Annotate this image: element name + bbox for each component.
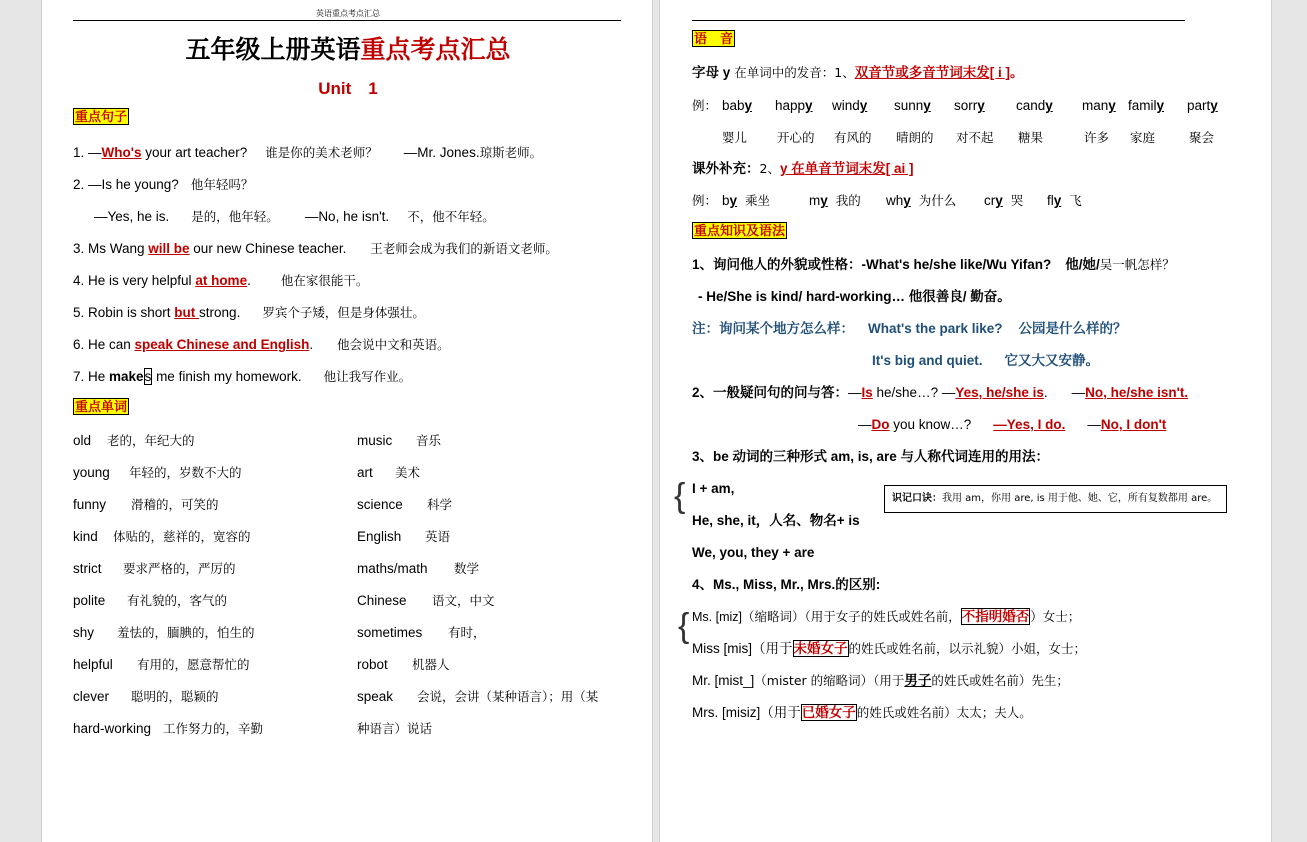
word-en: sometimes: [357, 625, 423, 640]
example-word-cn: 糖果: [1018, 130, 1044, 145]
word-cn: 英语: [425, 529, 451, 544]
example-word-cn: 为什么: [918, 193, 957, 208]
page-header: 英语重点考点汇总: [316, 9, 380, 18]
example-word: [809, 193, 861, 209]
title-black: 五年级上册英语: [185, 36, 361, 64]
example-word-stem: sorr: [954, 98, 978, 113]
sentence-4: 4. He is very helpful at home. 他在家很能干。: [73, 273, 369, 288]
sentence-2-answers: —Yes, he is. 是的，他年轻。 —No, he isn't. 不，他不年轻。: [94, 209, 495, 224]
header-rule: [73, 20, 621, 21]
example-word-cn: 开心的: [777, 130, 815, 145]
word-en: clever: [73, 689, 110, 704]
example-word-cn: 对不起: [956, 130, 994, 145]
grammar-2-do: —Do you know…? —Yes, I do. —No, I don't: [858, 417, 1167, 432]
word-cn: 音乐: [416, 433, 442, 448]
example-word-y: y: [805, 98, 813, 113]
example-word: [984, 193, 1023, 209]
sentence-3: 3. Ms Wang will be our new Chinese teacher. 王老师会成为我们的新语文老师。: [73, 241, 558, 256]
word-cn: 种语言）说话: [357, 721, 433, 736]
title-miss: Miss [mis]（用于未婚女子的姓氏或姓名前，以示礼貌）小姐，女士；: [692, 641, 1087, 656]
example-word: [886, 193, 956, 209]
word-en: music: [357, 433, 393, 448]
example-word-cn: 聚会: [1189, 130, 1215, 145]
grammar-4: 4、Ms., Miss, Mr., Mrs.的区别:: [692, 577, 881, 592]
word-cn: 有礼貌的，客气的: [127, 593, 228, 608]
word-cn: 语文，中文: [432, 593, 495, 608]
bracket-titles: {: [678, 607, 690, 645]
section-heading-grammar: 重点知识及语法: [694, 223, 786, 238]
example-word-stem: part: [1187, 98, 1211, 113]
sentence-1: 1. —Who's your art teacher? 谁是你的美术老师？ —Mr. Jones.琼斯老师。: [73, 145, 543, 160]
example-word: [1016, 98, 1053, 114]
example-word-stem: famil: [1128, 98, 1157, 113]
word-en: young: [73, 465, 110, 480]
right-page: [659, 0, 1272, 842]
grammar-note-1: 注：询问某个地方怎么样： What's the park like? 公园是什么样的？: [692, 321, 1127, 336]
example-word-y: y: [1210, 98, 1218, 113]
sentence-5: 5. Robin is short but strong. 罗宾个子矮，但是身体强壮。: [73, 305, 425, 320]
example-word-y: y: [820, 193, 828, 208]
example-label-2: 例：: [692, 193, 718, 208]
unit-heading: Unit 1: [318, 79, 378, 98]
word-en: science: [357, 497, 403, 512]
word-cn: 科学: [427, 497, 453, 512]
word-en: old: [73, 433, 92, 448]
example-word-stem: man: [1082, 98, 1109, 113]
word-en: speak: [357, 689, 394, 704]
example-word: [722, 193, 770, 209]
example-word-y: y: [903, 193, 911, 208]
example-word: [1187, 98, 1218, 114]
example-word-stem: cand: [1016, 98, 1046, 113]
example-word: [954, 98, 985, 114]
example-word-y: y: [1053, 193, 1062, 208]
mnemonic-box: 识记口诀：我用 am，你用 are, is 用于他、她、它，所有复数都用 are。: [884, 485, 1227, 513]
example-word: [1082, 98, 1116, 114]
example-word-cn: 许多: [1084, 130, 1110, 145]
word-cn: 滑稽的，可笑的: [131, 497, 219, 512]
word-cn: 有时，: [448, 625, 486, 640]
word-en: shy: [73, 625, 95, 640]
example-word-stem: m: [809, 193, 821, 208]
example-word: [1128, 98, 1164, 114]
sentence-7: 7. He makes me finish my homework. 他让我写作业。: [73, 369, 412, 384]
example-word-y: y: [1045, 98, 1053, 113]
be-am: I + am,: [692, 481, 735, 496]
grammar-1: 1、询问他人的外貌或性格：-What's he/she like/Wu Yifan? 他/她/吴一帆怎样？: [692, 257, 1175, 272]
word-cn: 机器人: [412, 657, 450, 672]
word-cn: 会说，会讲（某种语言）；用（某: [417, 689, 599, 704]
example-word-y: y: [995, 193, 1003, 208]
word-en: funny: [73, 497, 107, 512]
word-en: polite: [73, 593, 106, 608]
example-label-1: 例：: [692, 98, 718, 113]
example-word-stem: cr: [984, 193, 996, 208]
word-en: art: [357, 465, 373, 480]
example-word-stem: happ: [775, 98, 806, 113]
example-word-stem: sunn: [894, 98, 924, 113]
title-red: 重点考点汇总: [360, 36, 511, 64]
sentence-6: 6. He can speak Chinese and English. 他会说中文和英语。: [73, 337, 450, 352]
sentence-2: 2. —Is he young? 他年轻吗？: [73, 177, 254, 192]
example-word-stem: b: [722, 193, 730, 208]
word-cn: 美术: [395, 465, 421, 480]
grammar-1-answer: - He/She is kind/ hard-working… 他很善良/ 勤奋。: [698, 289, 1011, 304]
example-word-cn: 有风的: [834, 130, 872, 145]
example-word-cn: 哭: [1010, 193, 1024, 208]
example-word-cn: 飞: [1069, 193, 1082, 208]
example-word-cn: 晴朗的: [896, 130, 934, 145]
example-word: [775, 98, 813, 114]
example-word-cn: 我的: [835, 193, 861, 208]
example-word-y: y: [923, 98, 931, 113]
word-en: English: [357, 529, 402, 544]
section-heading-sentences: 重点句子: [75, 109, 128, 124]
example-word-y: y: [729, 193, 738, 208]
example-word: [894, 98, 931, 114]
grammar-3: 3、be 动词的三种形式 am, is, are 与人称代词连用的用法：: [692, 449, 1050, 464]
title-mrs: Mrs. [misiz]（用于已婚女子的姓氏或姓名前）太太；夫人。: [692, 705, 1032, 720]
grammar-2: 2、一般疑问句的问与答：—Is he/she…? —Yes, he/she is. —No, he/she isn't.: [692, 385, 1189, 400]
word-en: Chinese: [357, 593, 407, 608]
example-word-y: y: [1108, 98, 1116, 113]
phonics-rule-2: 课外补充：2、y 在单音节词末发[ ai ]: [692, 161, 914, 176]
example-word-cn: 乘坐: [745, 193, 771, 208]
section-heading-phonics: 语 音: [694, 31, 734, 46]
left-page: [41, 0, 653, 842]
example-word-y: y: [977, 98, 985, 113]
title-mr: Mr. [mist_]（mister 的缩略词）（用于男子的姓氏或姓名前）先生；: [692, 673, 1069, 688]
word-cn: 老的，年纪大的: [107, 433, 195, 448]
example-word-y: y: [744, 98, 753, 113]
example-word-cn: 婴儿: [722, 130, 748, 145]
be-is: He, she, it，人名、物名+ is: [692, 513, 860, 528]
word-cn: 数学: [454, 561, 480, 576]
title-ms: Ms. [miz]（缩略词）（用于女子的姓氏或姓名前，不指明婚否）女士；: [692, 609, 1081, 624]
grammar-note-2: It's big and quiet. 它又大又安静。: [872, 353, 1099, 368]
section-heading-words: 重点单词: [75, 399, 128, 414]
example-word-y: y: [1156, 98, 1165, 113]
word-cn: 羞怯的，腼腆的，怕生的: [117, 625, 255, 640]
be-are: We, you, they + are: [692, 545, 815, 560]
example-word: [832, 98, 867, 114]
example-word-stem: bab: [722, 98, 745, 113]
example-word-cn: 家庭: [1130, 130, 1156, 145]
example-word-stem: wind: [832, 98, 860, 113]
word-en: maths/math: [357, 561, 428, 576]
word-cn: 有用的，愿意帮忙的: [137, 657, 250, 672]
word-en: kind: [73, 529, 98, 544]
word-cn: 工作努力的，辛勤: [163, 721, 264, 736]
word-cn: 聪明的，聪颖的: [131, 689, 219, 704]
bracket-be: {: [674, 477, 686, 515]
word-cn: 体贴的，慈祥的，宽容的: [113, 529, 251, 544]
word-en: strict: [73, 561, 102, 576]
word-en: helpful: [73, 657, 113, 672]
example-word-y: y: [859, 98, 868, 113]
word-cn: 要求严格的，严厉的: [123, 561, 236, 576]
page-title: [42, 34, 654, 66]
word-en: robot: [357, 657, 388, 672]
header-rule: [692, 20, 1185, 21]
example-word-stem: fl: [1047, 193, 1054, 208]
word-en: hard-working: [73, 721, 152, 736]
example-word: [722, 98, 752, 114]
word-cn: 年轻的，岁数不大的: [129, 465, 242, 480]
example-word: [1047, 193, 1082, 209]
phonics-rule-1: 字母 y 在单词中的发音：1、双音节或多音节词末发[ i ]。: [692, 65, 1024, 80]
example-word-stem: wh: [886, 193, 904, 208]
